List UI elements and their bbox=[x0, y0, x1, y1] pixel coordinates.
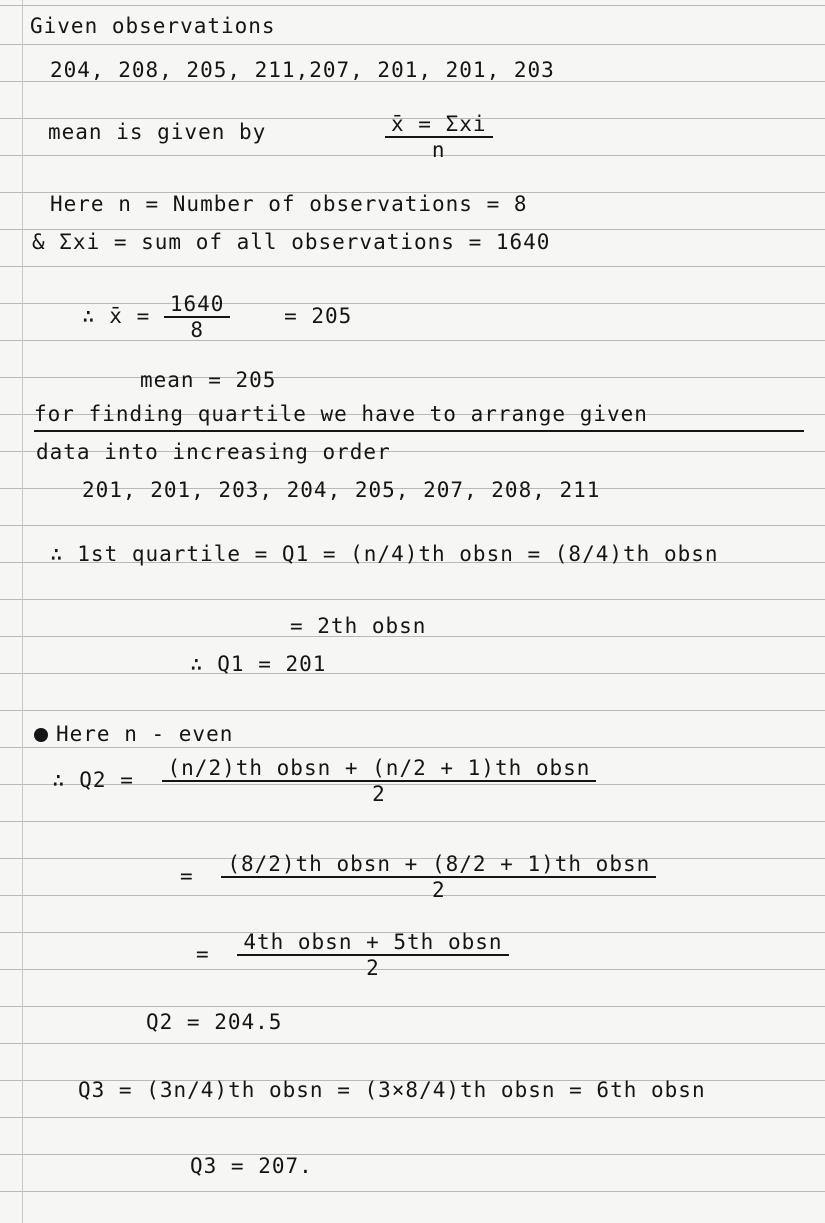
line-n-even bbox=[34, 722, 233, 746]
mean-calc-fraction bbox=[164, 292, 231, 342]
line-n-definition: Here n = Number of observations = 8 bbox=[50, 192, 528, 216]
underline-intro bbox=[34, 430, 804, 432]
margin-line bbox=[22, 0, 23, 1223]
line-observation-values: 204, 208, 205, 211,207, 201, 201, 203 bbox=[50, 58, 555, 82]
line-q3-formula: Q3 = (3n/4)th obsn = (3×8/4)th obsn = 6th obsn bbox=[78, 1078, 706, 1102]
mean-formula-numerator: x̄ = Σxi bbox=[385, 112, 493, 138]
line-increasing-order: data into increasing order bbox=[36, 440, 391, 464]
q2-substitution-denominator: 2 bbox=[431, 878, 446, 902]
mean-calc-numerator: 1640 bbox=[164, 292, 231, 318]
line-sorted-values: 201, 201, 203, 204, 205, 207, 208, 211 bbox=[82, 478, 601, 502]
line-q3-result: Q3 = 207. bbox=[190, 1154, 313, 1178]
mean-calc-prefix: ∴ x̄ = bbox=[82, 304, 151, 328]
mean-calculation bbox=[82, 292, 352, 342]
q2-substitution-numerator: (8/2)th obsn + (8/2 + 1)th obsn bbox=[221, 852, 656, 878]
line-second-obs: = 2th obsn bbox=[290, 614, 427, 638]
line-mean-result: mean = 205 bbox=[140, 368, 277, 392]
q2-substitution-fraction bbox=[221, 852, 656, 902]
q2-formula-denominator: 2 bbox=[372, 782, 386, 806]
line-quartile-intro: for finding quartile we have to arrange given bbox=[34, 402, 648, 426]
q2-simplified-fraction bbox=[237, 930, 508, 980]
q2-formula-fraction bbox=[162, 756, 597, 806]
mean-formula-fraction bbox=[385, 112, 493, 162]
line-n-even-text: Here n - even bbox=[56, 722, 234, 746]
q2-simplified-denominator: 2 bbox=[366, 956, 380, 980]
mean-calc-result: = 205 bbox=[284, 304, 353, 328]
line-mean-formula-label: mean is given by bbox=[48, 120, 267, 144]
line-q1-result: ∴ Q1 = 201 bbox=[190, 652, 327, 676]
mean-calc-denominator: 8 bbox=[190, 318, 204, 342]
q2-substitution bbox=[180, 852, 656, 902]
q2-formula bbox=[52, 756, 596, 806]
q2-simplified bbox=[196, 930, 509, 980]
q2-simplified-numerator: 4th obsn + 5th obsn bbox=[237, 930, 508, 956]
line-given-observations: Given observations bbox=[30, 14, 276, 38]
mean-formula bbox=[385, 112, 493, 162]
line-first-quartile: ∴ 1st quartile = Q1 = (n/4)th obsn = (8/4)th obsn bbox=[50, 542, 719, 566]
line-sum-definition: & Σxi = sum of all observations = 1640 bbox=[32, 230, 551, 254]
mean-formula-denominator: n bbox=[431, 138, 446, 162]
bullet-icon bbox=[34, 728, 48, 742]
q2-formula-prefix: ∴ Q2 = bbox=[52, 768, 134, 792]
line-q2-result: Q2 = 204.5 bbox=[146, 1010, 283, 1034]
q2-formula-numerator: (n/2)th obsn + (n/2 + 1)th obsn bbox=[162, 756, 597, 782]
q2-simplified-prefix: = bbox=[196, 942, 210, 966]
q2-substitution-prefix: = bbox=[180, 864, 194, 888]
